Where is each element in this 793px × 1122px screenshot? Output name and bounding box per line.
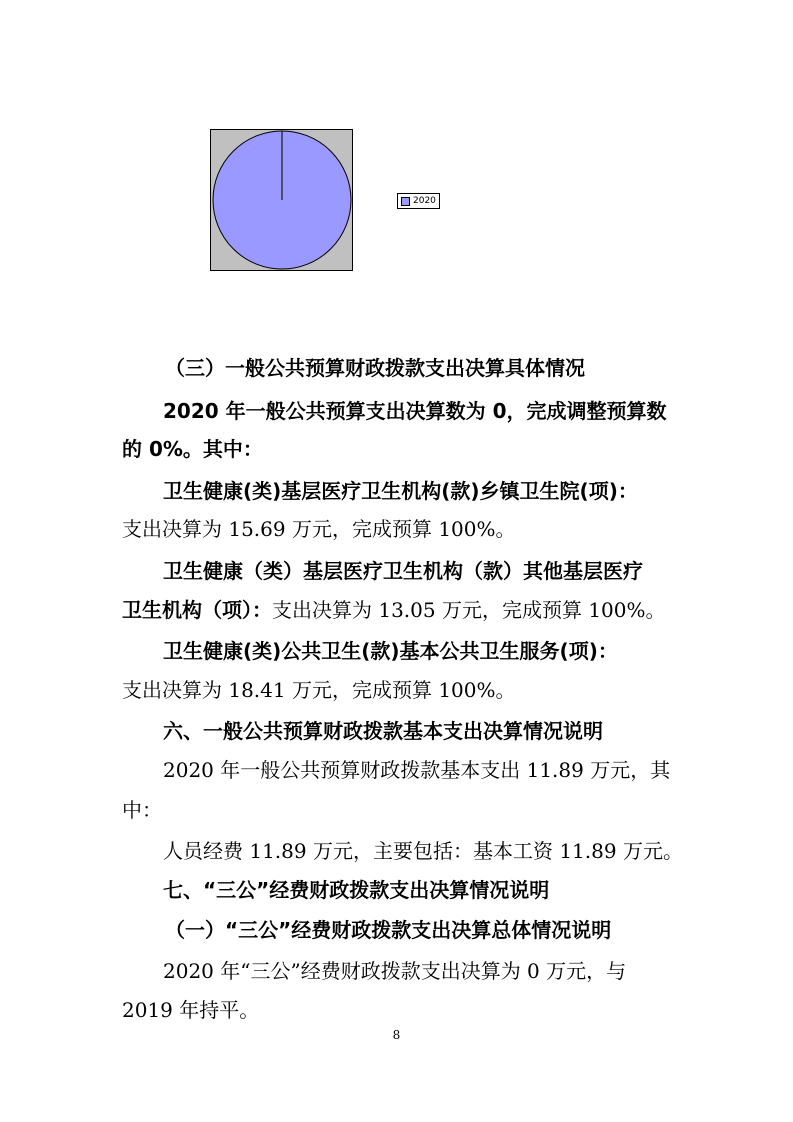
section-6-line-1: 2020 年一般公共预算财政拨款基本支出 11.89 万元，其 (163, 758, 671, 782)
item-2-line-2 (122, 597, 666, 624)
section-6-line-3: 人员经费 11.89 万元，主要包括：基本工资 11.89 万元。 (163, 839, 683, 863)
summary-line-1: 2020 年一般公共预算支出决算数为 0，完成调整预算数 (163, 399, 667, 423)
legend-swatch (401, 197, 410, 206)
section-6-line-2: 中： (122, 798, 162, 822)
item-2-title-line-2: 卫生机构（项）： (122, 598, 272, 622)
section-6-heading: 六、一般公共预算财政拨款基本支出决算情况说明 (163, 719, 603, 743)
page-number: 8 (392, 1028, 401, 1042)
item-3-title: 卫生健康(类)公共卫生(款)基本公共卫生服务(项)： (163, 639, 618, 663)
item-3-detail: 支出决算为 18.41 万元，完成预算 100%。 (122, 678, 516, 702)
pie-chart-svg (211, 130, 352, 270)
section-3-heading: （三）一般公共预算财政拨款支出决算具体情况 (165, 356, 585, 380)
pie-chart (210, 129, 353, 271)
item-1-detail: 支出决算为 15.69 万元，完成预算 100%。 (122, 517, 516, 541)
section-7-sub-heading: （一）“三公”经费财政拨款支出决算总体情况说明 (165, 918, 612, 942)
section-7-line-1: 2020 年“三公”经费财政拨款支出决算为 0 万元，与 (163, 959, 627, 983)
item-1-title: 卫生健康(类)基层医疗卫生机构(款)乡镇卫生院(项)： (163, 479, 638, 503)
item-2-title-line-1: 卫生健康（类）基层医疗卫生机构（款）其他基层医疗 (163, 559, 643, 583)
summary-line-2: 的 0%。其中： (122, 437, 263, 461)
chart-legend (397, 193, 440, 209)
item-2-detail: 支出决算为 13.05 万元，完成预算 100%。 (272, 598, 666, 622)
section-7-heading: 七、“三公”经费财政拨款支出决算情况说明 (163, 878, 550, 902)
legend-label: 2020 (413, 195, 436, 206)
section-7-line-2: 2019 年持平。 (122, 998, 260, 1022)
